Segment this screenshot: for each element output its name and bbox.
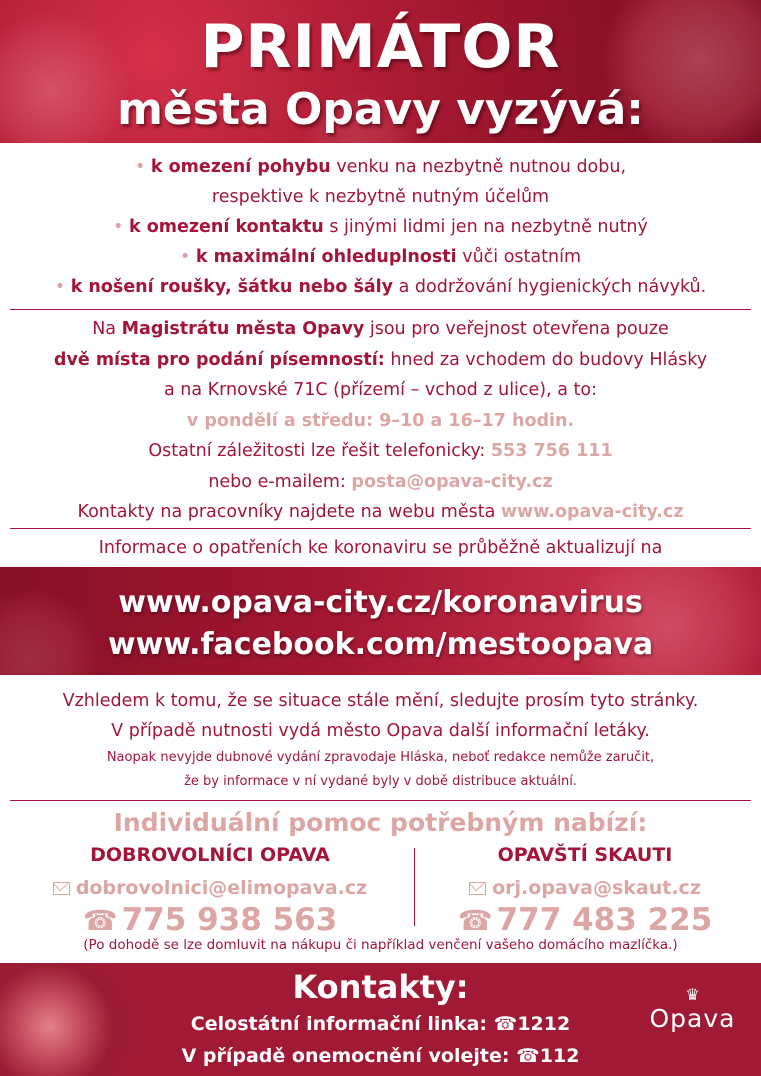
envelope-icon <box>53 882 70 895</box>
header-banner <box>0 0 761 143</box>
list-item: • k omezení pohybu venku na nezbytně nutnou dobu, <box>134 157 627 177</box>
appeal-list <box>0 152 761 302</box>
notice <box>0 686 761 794</box>
footer-title: Kontakty: <box>292 968 469 1006</box>
office-info <box>0 314 761 528</box>
divider <box>10 800 751 801</box>
hotline-line: Celostátní informační linka: ☎1212 <box>190 1013 571 1035</box>
envelope-icon <box>469 882 486 895</box>
office-line: Ostatní záležitosti lze řešit telefonicky: 553 756 111 <box>148 441 613 461</box>
telephone-icon: ☎ <box>457 904 493 937</box>
divider <box>10 309 751 310</box>
koronavirus-link[interactable]: www.opava-city.cz/koronavirus <box>118 585 643 620</box>
column-divider <box>414 848 415 926</box>
office-line: a na Krnovské 71C (přízemí – vchod z ulice), a to: <box>163 380 598 400</box>
emergency-number[interactable]: 112 <box>539 1045 580 1067</box>
notice-line: Naopak nevyjde dubnové vydání zpravodaje Hláska, neboť redakce nemůže zaručit, <box>106 750 655 765</box>
phone-link[interactable]: 553 756 111 <box>490 441 613 461</box>
info-line: Informace o opatřeních ke koronaviru se průběžně aktualizují na <box>98 538 663 558</box>
telephone-icon: ☎ <box>516 1045 540 1067</box>
phone-link[interactable]: ☎ 777 483 225 <box>457 902 713 938</box>
help-title: Individuální pomoc potřebným nabízí: <box>113 808 648 837</box>
hotline-number[interactable]: 1212 <box>517 1013 571 1035</box>
web-link[interactable]: www.opava-city.cz <box>500 502 684 522</box>
list-item: • k omezení kontaktu s jinými lidmi jen na nezbytně nutný <box>113 217 648 237</box>
office-line: Na Magistrátu města Opavy jsou pro veřejnost otevřena pouze <box>92 319 669 339</box>
notice-line: Vzhledem k tomu, že se situace stále mění, sledujte prosím tyto stránky. <box>62 691 699 711</box>
office-line: nebo e-mailem: posta@opava-city.cz <box>208 471 553 492</box>
scouts-contact <box>430 843 740 940</box>
office-hours: v pondělí a středu: 9–10 a 16–17 hodin. <box>186 410 575 431</box>
emergency-line: V případě onemocnění volejte: ☎112 <box>181 1045 580 1067</box>
volunteers-contact <box>40 843 380 940</box>
notice-line: V případě nutnosti vydá město Opava další informační letáky. <box>111 721 650 741</box>
org-name: DOBROVOLNÍCI OPAVA <box>90 844 330 866</box>
footer-banner <box>0 963 761 1076</box>
org-name: OPAVŠTÍ SKAUTI <box>497 844 673 866</box>
help-note: (Po dohodě se lze domluvit na nákupu či například venčení vašeho domácího mazlíčka.) <box>83 937 678 953</box>
opava-logo <box>640 986 745 1046</box>
telephone-icon: ☎ <box>82 904 118 937</box>
divider <box>10 528 751 529</box>
list-item: • k maximální ohleduplnosti vůči ostatním <box>179 247 582 267</box>
facebook-link[interactable]: www.facebook.com/mestoopava <box>107 627 654 662</box>
email-link[interactable]: orj.opava@skaut.cz <box>430 875 740 901</box>
list-item: respektive k nezbytně nutným účelům <box>211 187 550 207</box>
page-subtitle: města Opavy vyzývá: <box>117 84 644 135</box>
telephone-icon: ☎ <box>493 1013 518 1035</box>
logo-text: Opava <box>649 1004 736 1033</box>
links-banner <box>0 567 761 675</box>
page-title: PRIMÁTOR <box>200 12 561 82</box>
office-line: Kontakty na pracovníky najdete na webu města www.opava-city.cz <box>77 502 684 522</box>
list-item: • k nošení roušky, šátku nebo šály a dodržování hygienických návyků. <box>54 277 707 297</box>
phone-link[interactable]: ☎ 775 938 563 <box>82 902 338 938</box>
notice-line: že by informace v ní vydané byly v době distribuce aktuální. <box>184 774 577 789</box>
crown-icon: ♛ <box>685 985 700 1004</box>
office-line: dvě místa pro podání písemností: hned za vchodem do budovy Hlásky <box>53 349 708 370</box>
email-link[interactable]: dobrovolnici@elimopava.cz <box>40 875 380 901</box>
email-link[interactable]: posta@opava-city.cz <box>351 471 553 492</box>
